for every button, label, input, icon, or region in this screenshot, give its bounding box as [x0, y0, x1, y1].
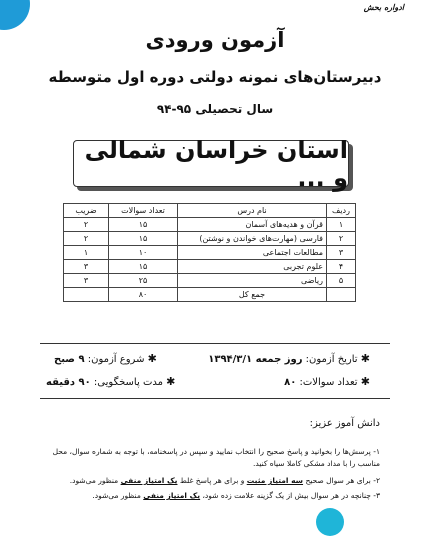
province-banner	[73, 135, 349, 192]
divider-bottom	[40, 398, 390, 399]
table-header-row	[64, 204, 356, 218]
question-count: ۱۵	[109, 260, 178, 274]
row-number: ۳	[327, 246, 356, 260]
note-2-part-a: ۲- برای هر سوال صحیح	[305, 476, 380, 485]
subject-name: ریاضی	[178, 274, 327, 288]
header-row-number: ردیف	[327, 204, 356, 218]
table-row	[64, 218, 356, 232]
question-count: ۱۵	[109, 232, 178, 246]
page-subtitle: دبیرستان‌های نمونه دولتی دوره اول متوسطه	[48, 68, 382, 86]
subject-name: فارسی (مهارت‌های خواندن و نوشتن)	[178, 232, 327, 246]
row-number: ۵	[327, 274, 356, 288]
academic-year: سال تحصیلی ۹۵-۹۴	[156, 102, 274, 116]
subjects-table	[63, 203, 356, 302]
exam-start	[54, 352, 157, 365]
exam-date-label: تاریخ آزمون:	[305, 354, 358, 365]
exam-date-value: روز جمعه ۱۳۹۴/۳/۱	[208, 354, 303, 365]
note-3-negative-score: یک امتیاز منفی	[143, 491, 201, 500]
exam-start-label: شروع آزمون:	[87, 354, 145, 365]
question-count: ۲۵	[109, 274, 178, 288]
notes-greeting: دانش آموز عزیز:	[309, 418, 380, 429]
question-total	[284, 375, 370, 388]
bottom-decoration-circle	[316, 508, 344, 536]
province-title: استان خراسان شمالی و ...	[84, 135, 348, 192]
answer-duration	[46, 375, 175, 388]
star-icon: ✱	[166, 375, 176, 388]
note-2-positive-score: سه امتیاز مثبت	[246, 476, 304, 485]
coefficient: ۳	[64, 274, 109, 288]
corner-decoration-circle	[0, 0, 30, 30]
subject-name: علوم تجربی	[178, 260, 327, 274]
table-total-row	[64, 288, 356, 302]
subject-name: مطالعات اجتماعی	[178, 246, 327, 260]
coefficient: ۳	[64, 260, 109, 274]
question-total-value: ۸۰	[284, 377, 297, 388]
page-title: آزمون ورودی	[145, 28, 285, 52]
note-3-part-c: منظور می‌شود.	[92, 491, 141, 500]
row-number: ۲	[327, 232, 356, 246]
total-count: ۸۰	[109, 288, 178, 302]
exam-date	[208, 352, 370, 365]
total-blank-cell	[327, 288, 356, 302]
table-row	[64, 232, 356, 246]
edition-label: ادواره بحش	[363, 3, 404, 12]
coefficient: ۲	[64, 232, 109, 246]
subject-name: قرآن و هدیه‌های آسمان	[178, 218, 327, 232]
total-label: جمع کل	[178, 288, 327, 302]
star-icon: ✱	[360, 352, 370, 365]
note-paragraph-1: ۱- پرسش‌ها را بخوانید و پاسخ صحیح را انتخاب نمایید و سپس در پاسخنامه، با توجه به شماره سوال، محل مناسب را با مداد مشکی کاملا سیاه کنید.	[52, 447, 380, 468]
note-2-negative-score: یک امتیاز منفی	[120, 476, 178, 485]
header-question-count: تعداد سوالات	[109, 204, 178, 218]
header-coefficient: ضریب	[64, 204, 109, 218]
note-3-part-a: ۳- چنانچه در هر سوال بیش از یک گزینه علامت زده شود،	[202, 491, 380, 500]
divider-top	[40, 343, 390, 344]
question-total-label: تعداد سوالات:	[299, 377, 358, 388]
coefficient: ۲	[64, 218, 109, 232]
exam-start-value: ۹ صبح	[54, 354, 85, 365]
note-2-part-e: منظور می‌شود.	[69, 476, 119, 485]
answer-duration-label: مدت پاسخگویی:	[93, 377, 163, 388]
star-icon: ✱	[147, 352, 157, 365]
row-number: ۴	[327, 260, 356, 274]
answer-duration-value: ۹۰ دقیقه	[46, 377, 91, 388]
note-paragraph-3	[35, 490, 380, 502]
table-row	[64, 246, 356, 260]
note-2-part-c: و برای هر پاسخ غلط	[179, 476, 245, 485]
question-count: ۱۵	[109, 218, 178, 232]
star-icon: ✱	[360, 375, 370, 388]
total-blank-cell	[64, 288, 109, 302]
coefficient: ۱	[64, 246, 109, 260]
note-paragraph-2	[35, 475, 380, 487]
table-row	[64, 260, 356, 274]
header-subject-name: نام درس	[178, 204, 327, 218]
row-number: ۱	[327, 218, 356, 232]
question-count: ۱۰	[109, 246, 178, 260]
table-row	[64, 274, 356, 288]
